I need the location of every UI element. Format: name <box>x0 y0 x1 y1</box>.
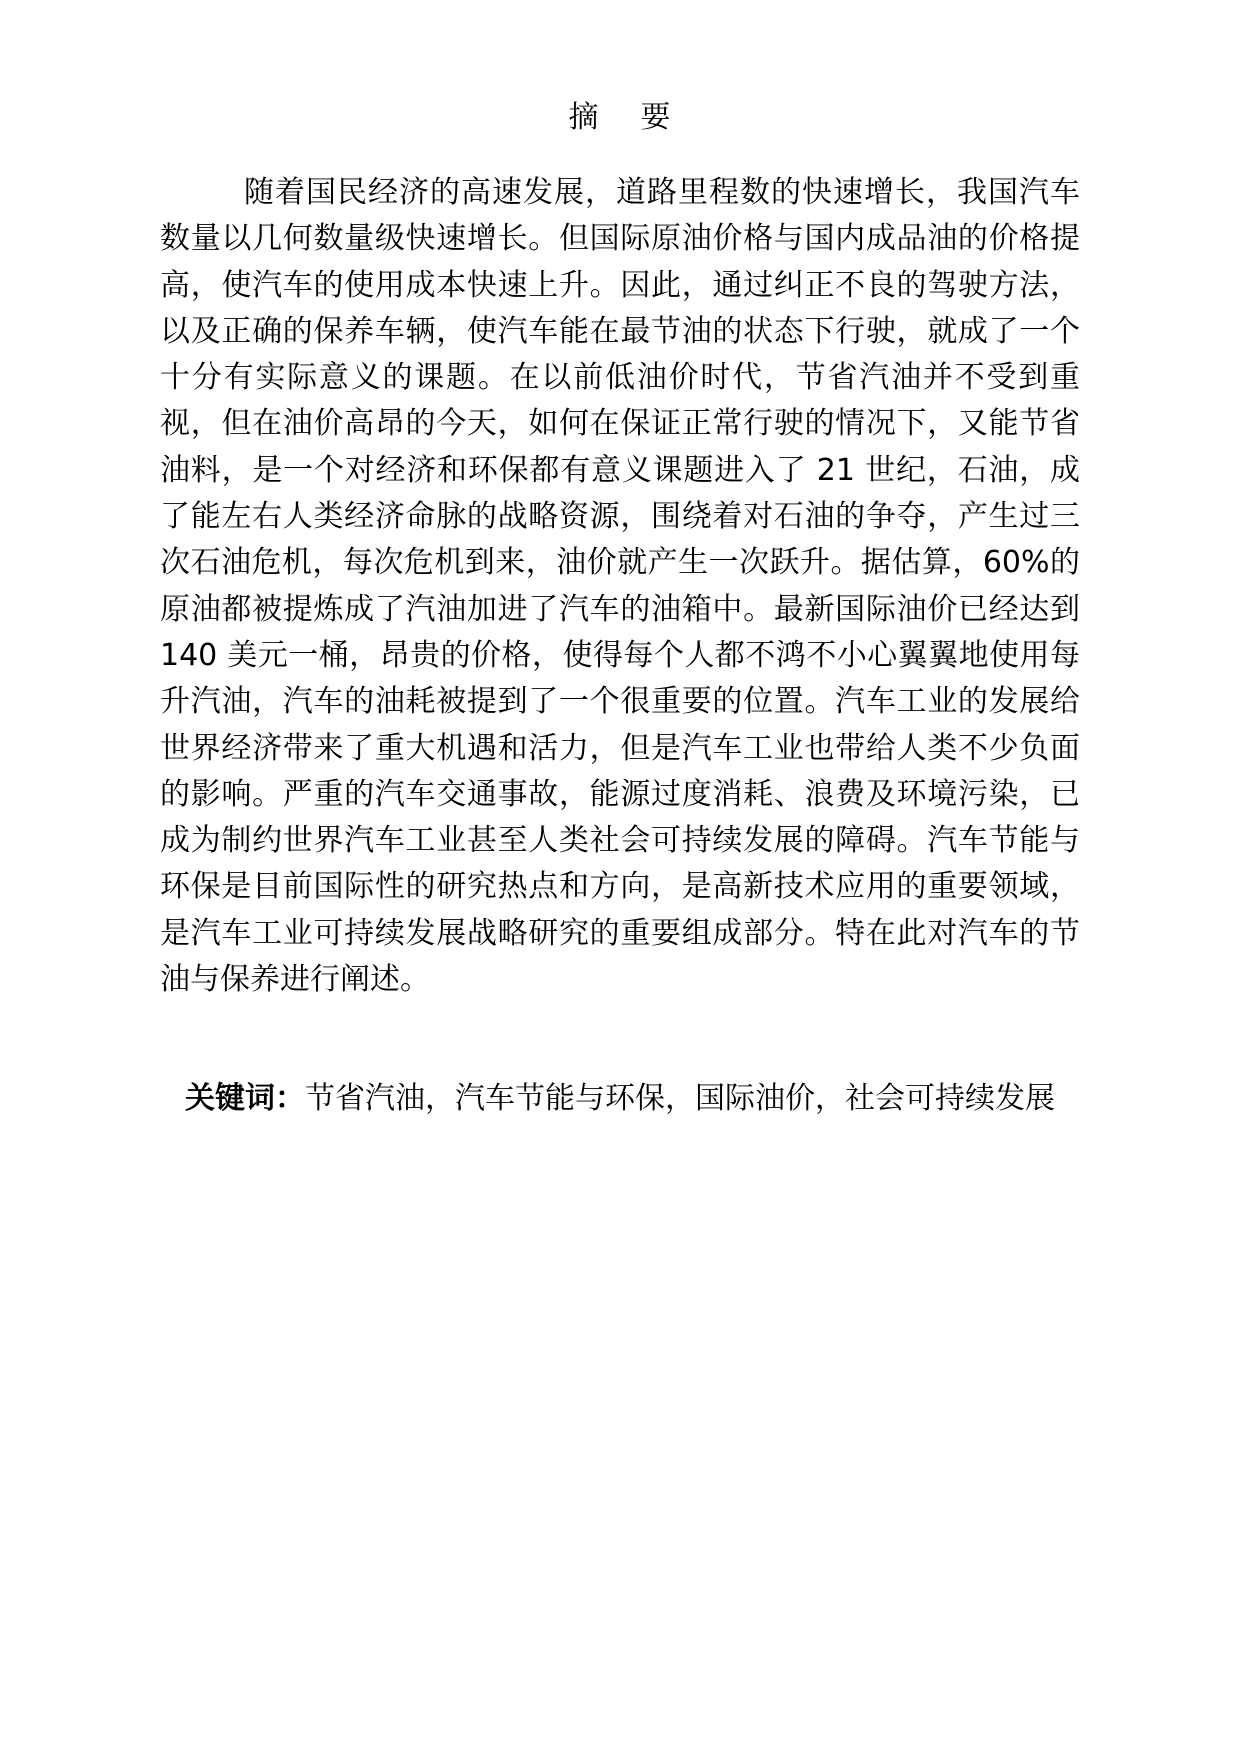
keywords-label: 关键词： <box>185 1081 305 1116</box>
keywords-text: 节省汽油，汽车节能与环保，国际油价，社会可持续发展 <box>305 1081 1055 1116</box>
abstract-body: 随着国民经济的高速发展，道路里程数的快速增长，我国汽车数量以几何数量级快速增长。但国际原油价格与国内成品油的价格提高，使汽车的使用成本快速上升。因此，通过纠正不良的驾驶方法，以及正确的保养车辆，使汽车能在最节油的状态下行驶，就成了一个十分有实际意义的课题。在以前低油价时代，节省汽油并不受到重视，但在油价高昂的今天，如何在保证正常行驶的情况下，又能节省油料，是一个对经济和环保都有意义课题进入了 21 世纪，石油，成了能左右人类经济命脉的战略资源，围绕着对石油的争夺，产生过三次石油危机，每次危机到来，油价就产生一次跃升。据估算，60%的原油都被提炼成了汽油加进了汽车的油箱中。最新国际油价已经达到 140 美元一桶，昂贵的价格，使得每个人都不鸿不小心翼翼地使用每升汽油，汽车的油耗被提到了一个很重要的位置。汽车工业的发展给世界经济带来了重大机遇和活力，但是汽车工业也带给人类不少负面的影响。严重的汽车交通事故，能源过度消耗、浪费及环境污染，已成为制约世界汽车工业甚至人类社会可持续发展的障碍。汽车节能与环保是目前国际性的研究热点和方向，是高新技术应用的重要领域，是汽车工业可持续发展战略研究的重要组成部分。特在此对汽车的节油与保养进行阐述。 <box>160 175 1080 998</box>
title-char-2: 要 <box>640 100 673 135</box>
keywords-line <box>160 1075 1080 1123</box>
title-char-1: 摘 <box>568 100 601 135</box>
abstract-title <box>0 96 1241 140</box>
